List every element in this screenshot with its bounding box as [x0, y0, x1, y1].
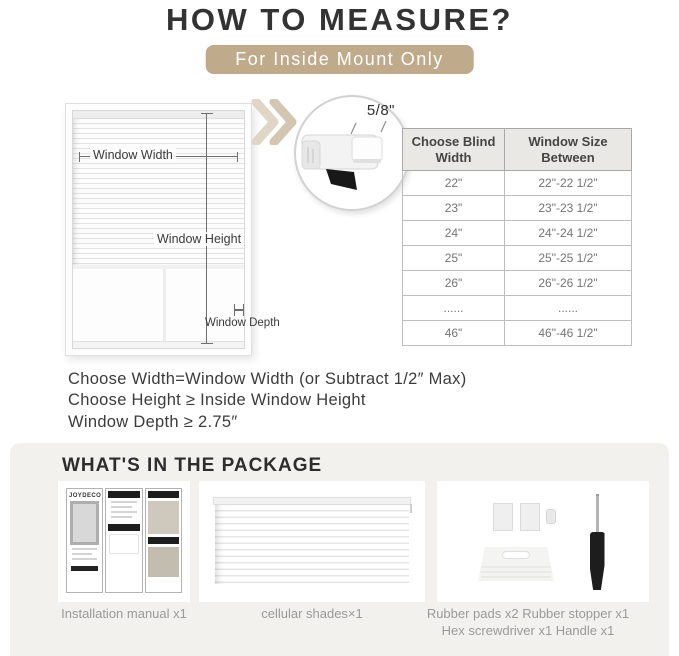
manual-step-photo — [148, 547, 179, 577]
size-table-body — [403, 171, 632, 346]
bracket-zoom-detail — [294, 95, 410, 211]
window-depth-label: Window Depth — [205, 317, 280, 329]
window-measure-diagram — [65, 103, 280, 356]
table-cell: 22"-22 1/2" — [505, 171, 632, 196]
window-panes — [73, 269, 244, 342]
table-row — [403, 196, 632, 221]
window-pane — [73, 269, 166, 342]
table-cell: 22" — [403, 171, 505, 196]
table-cell: 46" — [403, 321, 505, 346]
table-cell: ...... — [505, 296, 632, 321]
manual-diagram-sketch — [109, 534, 138, 554]
window-pane — [166, 269, 244, 342]
table-row — [403, 296, 632, 321]
manual-logo-bar — [71, 566, 98, 571]
table-cell: 23" — [403, 196, 505, 221]
cellular-shade-image — [199, 481, 425, 602]
rubber-pad — [520, 503, 540, 531]
measure-notes — [68, 369, 467, 433]
table-cell: 24" — [403, 221, 505, 246]
table-cell: 25" — [403, 246, 505, 271]
manual-trifold — [66, 488, 182, 593]
shade-pleats — [215, 505, 409, 584]
table-row — [403, 171, 632, 196]
size-table-header-window-size: Window Size Between — [505, 129, 632, 171]
manual-brand: JOYDECO — [69, 493, 102, 499]
accessories-image — [437, 481, 649, 602]
rubber-stopper — [546, 509, 556, 524]
page-title: HOW TO MEASURE? — [166, 2, 513, 37]
size-table-header-blind-width: Choose Blind Width — [403, 129, 505, 171]
window-width-label: Window Width — [90, 148, 176, 162]
package-heading: WHAT'S IN THE PACKAGE — [62, 455, 323, 476]
rubber-pad — [493, 503, 513, 531]
package-panel — [10, 443, 669, 656]
window-height-measure-line — [206, 113, 207, 344]
table-cell: ...... — [403, 296, 505, 321]
table-cell: 46"-46 1/2" — [505, 321, 632, 346]
table-cell: 26" — [403, 271, 505, 296]
installation-manual-image — [58, 481, 190, 602]
shade-headrail — [213, 497, 411, 505]
table-row — [403, 221, 632, 246]
manual-photos-leaf — [145, 488, 182, 593]
hex-screwdriver — [588, 494, 606, 590]
size-table — [402, 128, 632, 346]
manual-cover-leaf — [66, 488, 103, 593]
note-line-height: Choose Height ≥ Inside Window Height — [68, 391, 366, 410]
manual-caption: Installation manual x1 — [61, 606, 187, 621]
shades-caption: cellular shades×1 — [261, 606, 363, 621]
table-cell: 25"-25 1/2" — [505, 246, 632, 271]
window-sill — [73, 341, 244, 348]
table-row — [403, 321, 632, 346]
table-cell: 23"-23 1/2" — [505, 196, 632, 221]
window-opening — [72, 110, 245, 349]
bracket-depth-label: 5/8" — [366, 102, 395, 119]
table-row — [403, 246, 632, 271]
manual-step-photo — [148, 501, 179, 534]
inside-mount-badge: For Inside Mount Only — [205, 45, 474, 74]
accessories-caption — [397, 606, 659, 640]
note-line-depth: Window Depth ≥ 2.75″ — [68, 412, 238, 431]
shade-headrail — [73, 111, 244, 119]
window-height-label: Window Height — [154, 232, 244, 246]
chevron-right-icon — [251, 99, 299, 145]
size-table-header-row — [403, 129, 632, 171]
note-line-width: Choose Width=Window Width (or Subtract 1/2″ Max) — [68, 370, 467, 388]
manual-instructions-leaf — [105, 488, 142, 593]
table-cell: 26"-26 1/2" — [505, 271, 632, 296]
manual-window-picture — [70, 501, 99, 545]
table-row — [403, 271, 632, 296]
handle — [478, 547, 554, 581]
table-cell: 24"-24 1/2" — [505, 221, 632, 246]
accessories-caption-line2: Hex screwdriver x1 Handle x1 — [441, 622, 615, 638]
window-depth-marker — [234, 304, 244, 316]
cellular-shade-illustration — [213, 497, 411, 584]
accessories-caption-line1: Rubber pads x2 Rubber stopper x1 — [426, 606, 630, 621]
